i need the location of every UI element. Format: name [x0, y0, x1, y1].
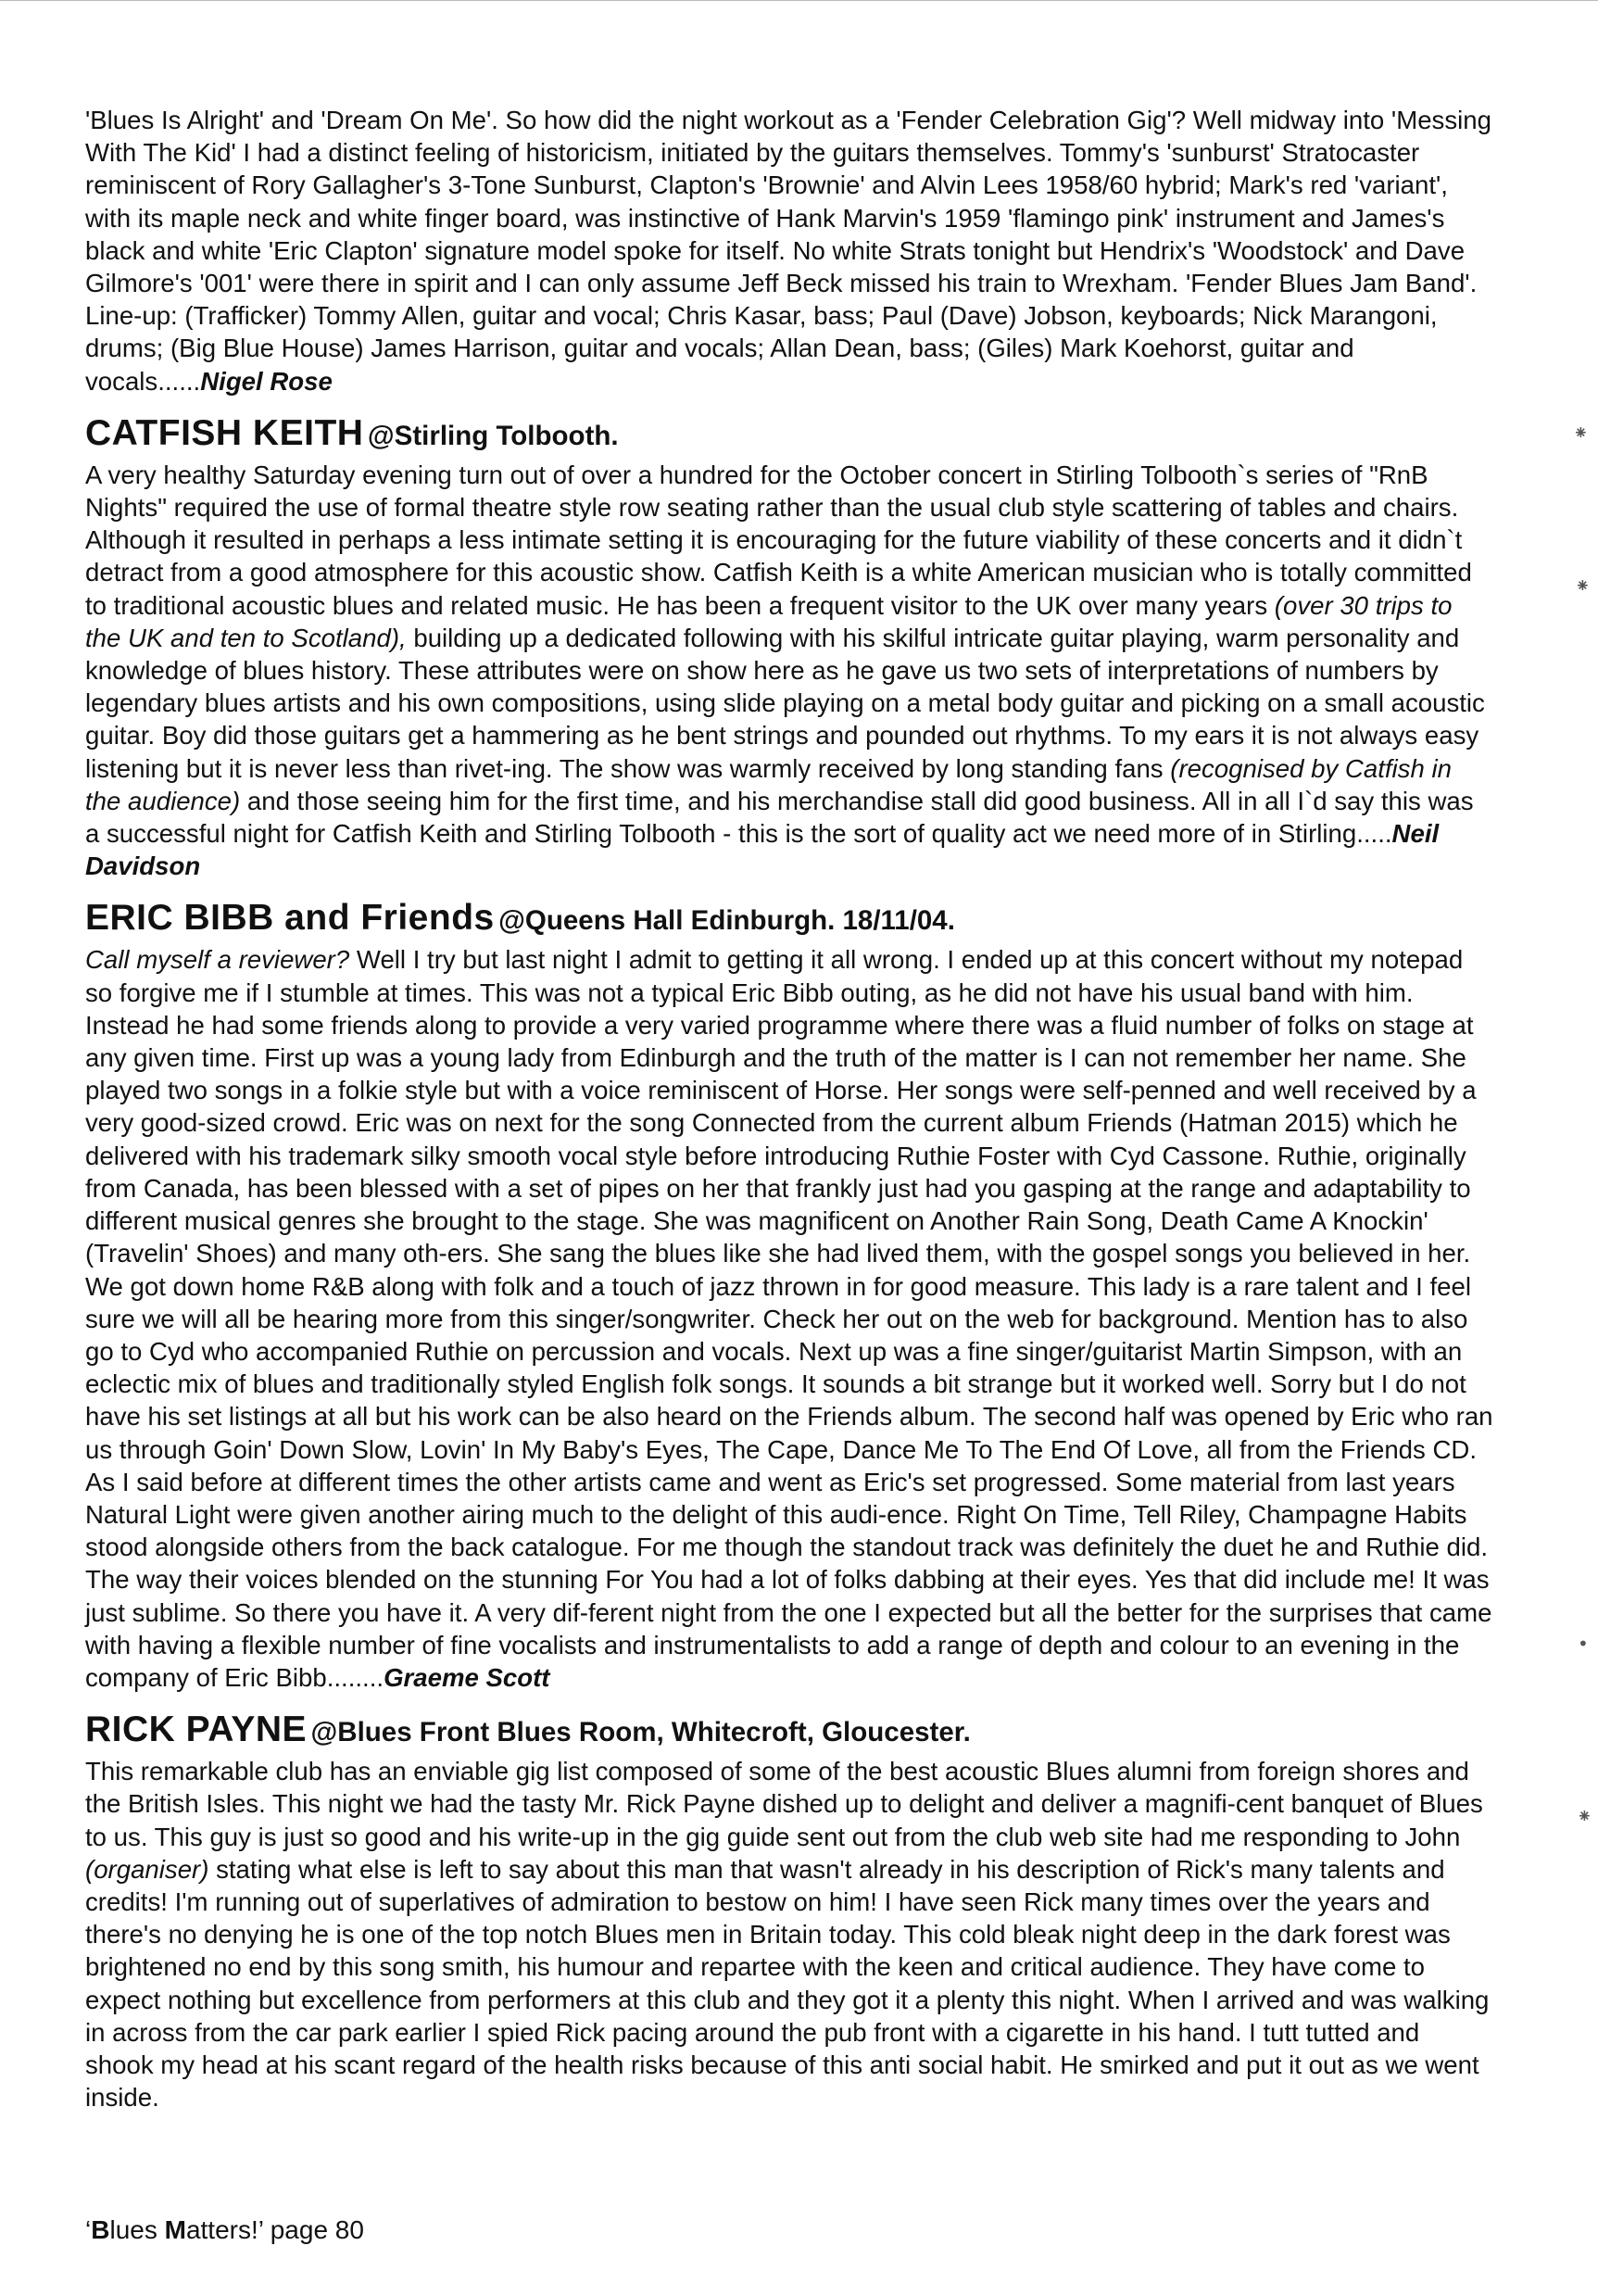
eric-author: Graeme Scott — [384, 1662, 550, 1692]
rick-venue: @Blues Front Blues Room, Whitecroft, Gloucester. — [310, 1717, 971, 1748]
binding-mark-1: ⁕ — [1573, 422, 1589, 444]
rick-text-1: This remarkable club has an enviable gig list composed of some of the best acoustic Blues alumni from foreign shores and the British Isles. This night we had the tasty Mr. Rick Payne dished up to delight and deliver a magnifi-cent banquet of Blues to us. This guy is just so good and his write-up in the gig guide sent out from the club web site had me responding to John — [85, 1757, 1483, 1851]
footer-m: M — [164, 2215, 186, 2244]
article-page — [85, 104, 1493, 2113]
binding-mark-3: • — [1578, 1633, 1589, 1655]
footer-page-number: page 80 — [262, 2215, 364, 2244]
eric-title: ERIC BIBB and Friends — [85, 898, 495, 939]
intro-author: Nigel Rose — [200, 366, 333, 396]
catfish-venue: @Stirling Tolbooth. — [367, 420, 619, 451]
footer-quote-close: ’ — [258, 2215, 263, 2244]
eric-text-1: Well I try but last night I admit to getting it all wrong. I ended up at this concert without my notepad so forgive me if I stumble at times. This was not a typical Eric Bibb outing, as he did not have his usual band with him. Instead he had some friends along to provide a very varied programme where there was a fluid number of folks on stage at any given time. First up was a young lady from Edinburgh and the truth of the matter is I can not remember her name. She played two songs in a folkie style but with a voice reminiscent of Horse. Her songs were self-penned and well received by a very good-sized crowd. Eric was on next for the song Connected from the current album Friends (Hatman 2015) which he delivered with his trademark silky smooth vocal style before introducing Ruthie Foster with Cyd Cassone. Ruthie, originally from Canada, has been blessed with a set of pipes on her that frankly just had you gasping at the range and adaptability to different musical genres she brought to the stage. She was magnificent on Another Rain Song, Death Came A Knockin' (Travelin' Shoes) and many oth-ers. She sang the blues like she had lived them, with the gospel songs you believed in her. We got down home R&B along with folk and a touch of jazz thrown in for good measure. This lady is a rare talent and I feel sure we will all be hearing more from this singer/songwriter. Check her out on the web for background. Mention has to also go to Cyd who accompanied Ruthie on percussion and vocals. Next up was a fine singer/guitarist Martin Simpson, with an eclectic mix of blues and traditionally styled English folk songs. It sounds a bit strange but it worked well. Sorry but I do not have his set listings at all but his work can be also heard on the Friends album. The second half was opened by Eric who ran us through Goin' Down Slow, Lovin' In My Baby's Eyes, The Cape, Dance Me To The End Of Love, all from the Friends CD. As I said before at different times the other artists came and went as Eric's set progressed. Some material from last years Natural Light were given another airing much to the delight of this audi-ence. Right On Time, Tell Riley, Champagne Habits stood alongside others from the back catalogue. For me though the standout track was definitely the duet he and Ruthie did. The way their voices blended on the stunning For You had a lot of folks dabbing at their eyes. Yes that did include me! It was just sublime. So there you have it. A very dif-ferent night from the one I expected but all the better for the surprises that came with having a flexible number of fine vocalists and instrumentalists to add a range of depth and colour to an evening in the company of Eric Bibb........ — [85, 945, 1493, 1692]
eric-paragraph — [85, 943, 1493, 1694]
catfish-text-3: and those seeing him for the first time, and his merchandise stall did good business. All in all I`d say this was a successful night for Catfish Keith and Stirling Tolbooth - this is the sort of quality act we need more of in Stirling..... — [85, 786, 1474, 849]
eric-venue: @Queens Hall Edinburgh. 18/11/04. — [498, 905, 955, 937]
footer-lues: lues — [109, 2215, 165, 2244]
footer-atters: atters! — [185, 2215, 258, 2244]
intro-text: 'Blues Is Alright' and 'Dream On Me'. So how did the night workout as a 'Fender Celebration Gig'? Well midway into 'Messing With The Kid' I had a distinct feeling of historicism, initiated by the guitars themselves. Tommy's 'sunburst' Stratocaster reminiscent of Rory Gallagher's 3-Tone Sunburst, Clapton's 'Brownie' and Alvin Lees 1958/60 hybrid; Mark's red 'variant', with its maple neck and white finger board, was instinctive of Hank Marvin's 1959 'flamingo pink' instrument and James's black and white 'Eric Clapton' signature model spoke for itself. No white Strats tonight but Hendrix's 'Woodstock' and Dave Gilmore's '001' were there in spirit and I can only assume Jeff Beck missed his train to Wrexham. 'Fender Blues Jam Band'. Line-up: (Trafficker) Tommy Allen, guitar and vocal; Chris Kasar, bass; Paul (Dave) Jobson, keyboards; Nick Marangoni, drums; (Big Blue House) James Harrison, guitar and vocals; Allan Dean, bass; (Giles) Mark Koehorst, guitar and vocals...... — [85, 106, 1491, 396]
binding-mark-2: ⁕ — [1575, 574, 1591, 597]
eric-italic-1: Call myself a reviewer? — [85, 945, 350, 975]
page-footer — [85, 2215, 364, 2245]
binding-mark-4: ⁕ — [1577, 1805, 1592, 1827]
rick-text-2: stating what else is left to say about this man that wasn't already in his description of Rick's many talents and credits! I'm running out of superlatives of admiration to bestow on him! I have seen Rick many times over the years and there's no denying he is one of the top notch Blues men in Britain today. This cold bleak night deep in the dark forest was brightened no end by this song smith, his humour and repartee with the keen and critical audience. They have come to expect nothing but excellence from performers at this club and they got it a plenty this night. When I arrived and was walking in across from the car park earlier I spied Rick pacing around the pub front with a cigarette in his hand. I tutt tutted and shook my head at his scant regard of the health risks because of this anti social habit. He smirked and put it out as we went inside. — [85, 1854, 1490, 2113]
rick-title: RICK PAYNE — [85, 1709, 308, 1750]
rick-heading — [85, 1705, 1493, 1755]
eric-heading — [85, 893, 1493, 943]
footer-quote-open: ‘ — [85, 2215, 92, 2244]
footer-b: B — [91, 2215, 110, 2244]
catfish-text-1: A very healthy Saturday evening turn out of over a hundred for the October concert in Stirling Tolbooth`s series of "RnB Nights" required the use of formal theatre style row seating rather than the usual club style scattering of tables and chairs. Although it resulted in perhaps a less intimate setting it is encouraging for the future viability of these concerts and it didn`t detract from a good atmosphere for this acoustic show. Catfish Keith is a white American musician who is totally committed to traditional acoustic blues and related music. He has been a frequent visitor to the UK over many years — [85, 460, 1472, 620]
catfish-author: Neil Davidson — [85, 819, 1440, 881]
top-rule — [0, 0, 1598, 4]
rick-italic-1: (organiser) — [85, 1854, 209, 1884]
catfish-text-2: building up a dedicated following with his skilful intricate guitar playing, warm personality and knowledge of blues history. These attributes were on show here as he gave us two sets of interpretations of numbers by legendary blues artists and his own compositions, using slide playing on a metal body guitar and picking on a small acoustic guitar. Boy did those guitars get a hammering as he bent strings and pounded out rhythms. To my ears it is not always easy listening but it is never less than rivet-ing. The show was warmly received by long standing fans — [85, 623, 1485, 783]
catfish-heading — [85, 409, 1493, 459]
rick-paragraph — [85, 1755, 1493, 2113]
catfish-italic-2: (recognised by Catfish in the audience) — [85, 753, 1452, 815]
intro-paragraph — [85, 104, 1493, 397]
catfish-paragraph — [85, 459, 1493, 883]
catfish-title: CATFISH KEITH — [85, 412, 364, 453]
catfish-italic-1: (over 30 trips to the UK and ten to Scotland), — [85, 590, 1453, 652]
